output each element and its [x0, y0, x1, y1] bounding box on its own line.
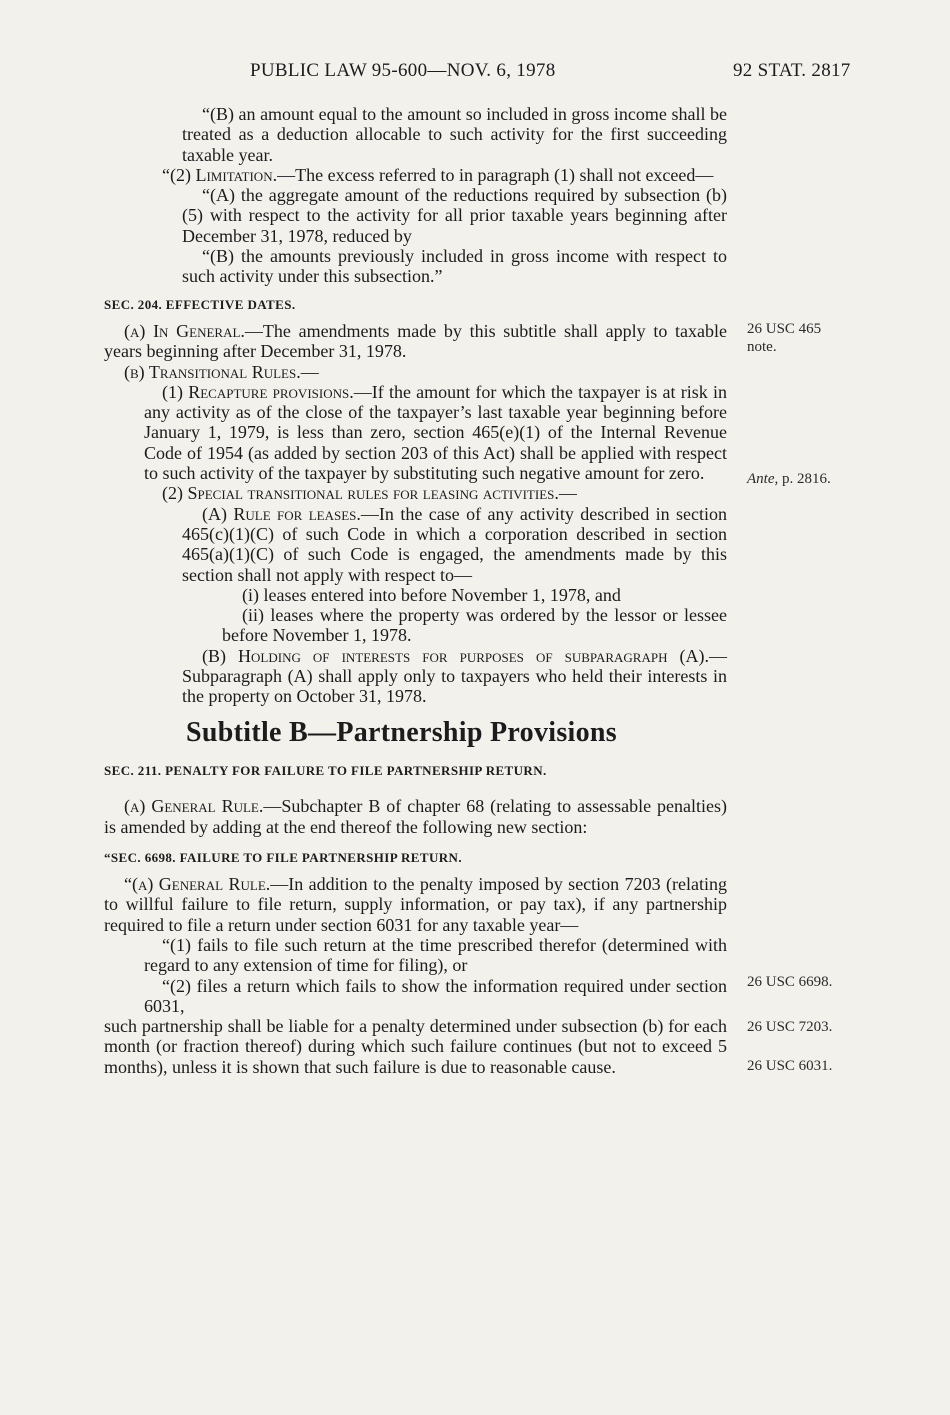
- margin-note-usc-465: [747, 320, 821, 356]
- quoted-general-rule-text: —In addition to the penalty imposed by section 7203 (relating to willful failure to file return, supply information, or pay tax), if any partnership required to file a return under section 6031 for any taxable year—: [104, 874, 727, 935]
- holding-heading: (B) Holding of interests for purposes of subparagraph (A).: [202, 645, 709, 666]
- margin-note-line: 26 USC 465: [747, 321, 822, 337]
- in-general-heading: (a) In General.: [124, 320, 245, 341]
- transitional-rules-heading: (b) Transitional Rules.: [124, 361, 301, 382]
- paragraph-penalty-tail: such partnership shall be liable for a penalty determined under subsection (b) for each month (or fraction thereof) during which such failure continues (but not to exceed 5 months), unless it is shown that such failure is due to reasonable cause.: [104, 1016, 727, 1077]
- section-6698-heading: “SEC. 6698. FAILURE TO FILE PARTNERSHIP RETURN.: [104, 849, 462, 865]
- limitation-text: —The excess referred to in paragraph (1) shall not exceed—: [277, 164, 714, 185]
- paragraph-recapture: [104, 382, 727, 483]
- quoted-general-rule-heading: “(a) General Rule.: [124, 874, 271, 895]
- in-general-text: —The amendments made by this subtitle shall apply to taxable years beginning after December 31, 1978.: [104, 320, 727, 362]
- header-stat: 92 STAT. 2817: [733, 60, 851, 81]
- page-header: [0, 60, 950, 84]
- paragraph-fails-to-file: “(1) fails to file such return at the time prescribed therefor (determined with regard to any extension of time for filing), or: [144, 934, 727, 976]
- margin-note-ante: [747, 470, 831, 488]
- paragraph-a-aggregate: “(A) the aggregate amount of the reductions required by subsection (b)(5) with respect to the activity for all prior taxable years beginning after December 31, 1978, reduced by: [182, 185, 727, 246]
- spacer: [104, 787, 727, 796]
- document-body: [104, 104, 727, 1077]
- margin-note-usc-6698: 26 USC 6698.: [747, 974, 833, 990]
- limitation-heading: “(2) Limitation.: [162, 164, 278, 185]
- paragraph-files-return: “(2) files a return which fails to show the information required under section 6031,: [144, 975, 727, 1016]
- margin-note-line: note.: [747, 339, 777, 355]
- special-transitional-text: —: [558, 483, 577, 504]
- margin-note-ante-page: p. 2816.: [778, 471, 831, 487]
- margin-note-usc-7203: 26 USC 7203.: [747, 1019, 833, 1035]
- paragraph-limitation: [104, 165, 727, 185]
- rule-for-leases-text: —In the case of any activity described in section 465(c)(1)(C) of such Code in which a corporation described in section 465(a)(1)(C) of such Code is engaged, the amendments made by this section shall not apply with respect to—: [182, 503, 727, 585]
- paragraph-special-transitional: [104, 483, 727, 503]
- paragraph-holding-of-interests: [104, 646, 727, 707]
- paragraph-leases-ii: (ii) leases where the property was ordered by the lessor or lessee before November 1, 1978.: [222, 605, 727, 646]
- section-204-heading: SEC. 204. EFFECTIVE DATES.: [104, 296, 296, 312]
- paragraph-leases-i: (i) leases entered into before November 1, 1978, and: [242, 584, 621, 605]
- section-211-heading: SEC. 211. PENALTY FOR FAILURE TO FILE PARTNERSHIP RETURN.: [104, 762, 547, 778]
- paragraph-general-rule: [104, 796, 727, 837]
- header-title: PUBLIC LAW 95-600—NOV. 6, 1978: [250, 60, 556, 81]
- special-transitional-heading: (2) Special transitional rules for leasing activities.: [162, 483, 559, 504]
- transitional-rules-text: —: [300, 361, 319, 382]
- paragraph-transitional-rules: [104, 362, 727, 382]
- general-rule-text: —Subchapter B of chapter 68 (relating to assessable penalties) is amended by adding at the end thereof the following new section:: [104, 796, 728, 837]
- paragraph-b-amount: “(B) an amount equal to the amount so included in gross income shall be treated as a deduction allocable to such activity for the first succeeding taxable year.: [182, 104, 727, 165]
- paragraph-rule-for-leases: [104, 504, 727, 585]
- paragraph-b-previous: “(B) the amounts previously included in gross income with respect to such activity under this subsection.”: [182, 246, 727, 287]
- recapture-heading: (1) Recapture provisions.: [162, 381, 354, 402]
- spacer: [104, 837, 727, 846]
- rule-for-leases-heading: (A) Rule for leases.: [202, 503, 361, 524]
- paragraph-in-general: [104, 321, 727, 362]
- margin-note-usc-6031: 26 USC 6031.: [747, 1058, 833, 1074]
- recapture-text: —If the amount for which the taxpayer is at risk in any activity as of the close of the taxpayer’s last taxable year beginning before January 1, 1979, is less than zero, section 465(e)(1) of the Internal Revenue Code of 1954 (as added by section 203 of this Act) shall be applied with respect to such activity of the taxpayer by substituting such negative amount for zero.: [144, 381, 727, 484]
- subtitle-heading: Subtitle B—Partnership Provisions: [186, 716, 617, 748]
- margin-note-ante-word: Ante,: [747, 471, 779, 487]
- paragraph-quoted-general-rule: [104, 874, 727, 935]
- holding-text: —Subparagraph (A) shall apply only to taxpayers who held their interests in the property on October 31, 1978.: [182, 645, 727, 707]
- general-rule-heading: (a) General Rule.: [124, 796, 264, 817]
